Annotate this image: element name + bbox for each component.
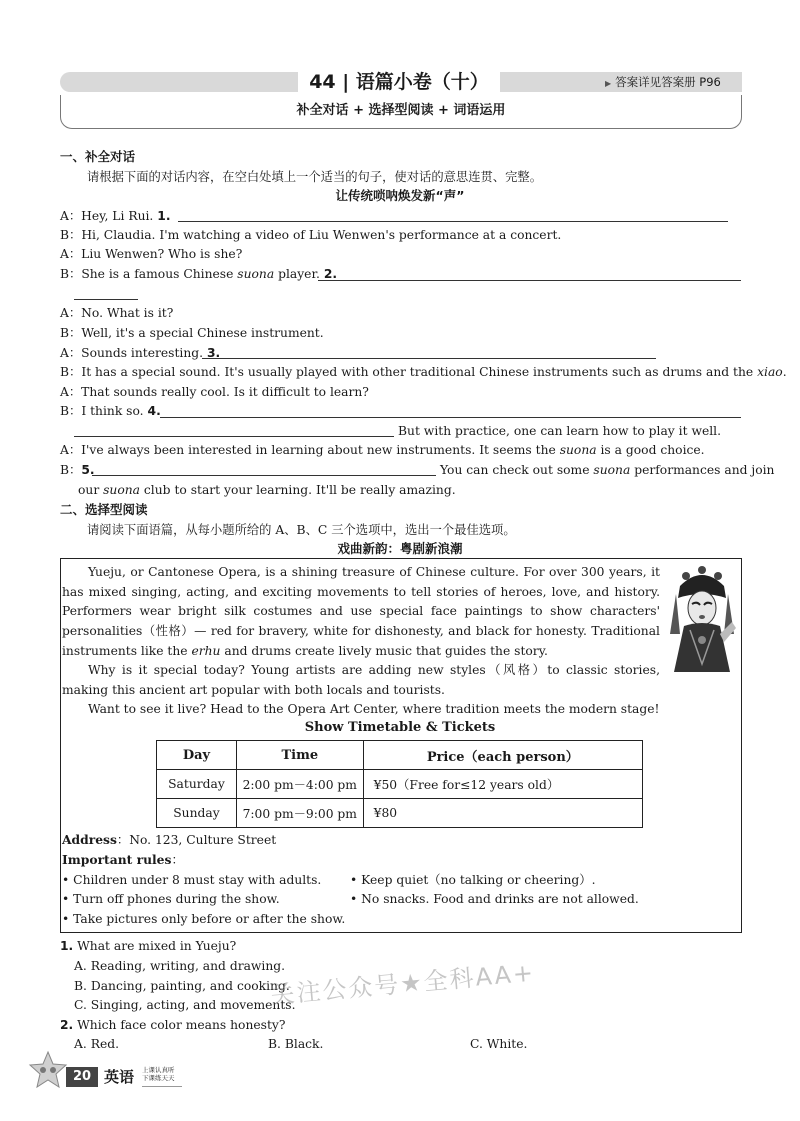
dialogue-line-2: B：Hi, Claudia. I'm watching a video of Liu Wenwen's performance at a concert. [60,228,562,242]
triangle-icon: ▶ [605,79,612,88]
rule-item: • Turn off phones during the show. [62,892,280,906]
blank-5[interactable] [92,475,436,476]
page-number: 20 [66,1067,98,1087]
dialogue-line-7: A：Sounds interesting. 3. [60,346,221,360]
question-1-option-a[interactable]: A. Reading, writing, and drawing. [74,959,286,973]
passage-paragraph-3: Want to see it live? Head to the Opera Art Center, where tradition meets the modern stage! [88,702,660,716]
question-1-option-b[interactable]: B. Dancing, painting, and cooking. [74,979,290,993]
dialogue-line-14: our suona club to start your learning. It'll be really amazing. [78,483,456,497]
section1-heading: 一、补全对话 [60,149,136,164]
dialogue-line-5: A：No. What is it? [60,306,174,320]
section2-instruction: 请阅读下面语篇，从每小题所给的 A、B、C 三个选项中，选出一个最佳选项。 [87,523,516,537]
dialogue-line-9: A：That sounds really cool. Is it difficult to learn? [60,385,369,399]
dialogue-line-8: B：It has a special sound. It's usually played with other traditional Chinese instruments such as drums and the xiao. [60,365,787,379]
address-line: Address：No. 123, Culture Street [62,832,277,847]
passage-paragraph-2: Why is it special today? Young artists are adding new styles（风格）to classic stories, making this ancient art popular with both locals and tourists. [62,663,660,697]
table-header-day: Day [157,741,237,770]
dialogue-line-11: But with practice, one can learn how to play it well. [398,424,722,438]
passage-title: 戏曲新韵：粤剧新浪潮 [337,541,463,556]
dialogue-line-4: B：She is a famous Chinese suona player. 2. [60,267,338,281]
page-title: 44 | 语篇小卷（十） [298,64,500,100]
question-2-option-c[interactable]: C. White. [470,1037,528,1051]
table-header-time: Time [236,741,363,770]
blank-4a[interactable] [160,417,741,418]
dialogue-line-13-tail: You can check out some suona performances and join [440,463,775,477]
table-header-row [157,741,643,770]
question-1: 1. What are mixed in Yueju? [60,939,237,953]
question-1-option-c[interactable]: C. Singing, acting, and movements. [74,998,296,1012]
question-2-option-b[interactable]: B. Black. [268,1037,324,1051]
blank-3[interactable] [202,358,656,359]
footer-rule [142,1086,182,1087]
passage-paragraph-1: Yueju, or Cantonese Opera, is a shining treasure of Chinese culture. For over 300 years, it has mixed singing, acting, and exciting movements to tell stories of heroes, love, and history. Performers wear bright silk costumes and use special face paintings to show characters' personalities（性格）— red for bravery, white for dishonesty, and black for honesty. Traditional instruments like the erhu and drums create lively music that guides the story. [62,565,660,658]
rule-item: • Keep quiet（no talking or cheering）. [350,873,596,887]
dialogue-title: 让传统唢呐焕发新“声” [335,188,465,203]
table-row [157,770,643,799]
table-cell: Saturday [157,770,237,799]
table-cell: 2:00 pm－4:00 pm [236,770,363,799]
footer-motto: 上课认真听 下课练天天 [142,1066,175,1082]
rule-item: • Take pictures only before or after the show. [62,912,346,926]
dialogue-line-13: B：5. [60,463,95,477]
blank-2b[interactable] [74,299,138,300]
dialogue-line-1: A：Hey, Li Rui. 1. [60,209,171,223]
section2-heading: 二、选择型阅读 [60,502,148,517]
table-row [157,799,643,828]
watermark-text: 关注公众号★全科AA+ [269,958,537,1010]
table-header-price: Price（each person） [363,741,642,770]
blank-2a[interactable] [318,280,741,281]
table-cell: Sunday [157,799,237,828]
blank-1[interactable] [178,221,728,222]
rule-item: • Children under 8 must stay with adults. [62,873,322,887]
star-badge-icon [28,1050,68,1090]
table-cell: ¥50（Free for≤12 years old） [363,770,642,799]
subject-label: 英语 [104,1068,135,1086]
answer-reference: ▶ 答案详见答案册 P96 [605,75,721,89]
page-subtitle: 补全对话 + 选择型阅读 + 词语运用 [60,95,742,129]
table-cell: ¥80 [363,799,642,828]
section1-instruction: 请根据下面的对话内容，在空白处填上一个适当的句子，使对话的意思连贯、完整。 [87,170,542,184]
dialogue-line-6: B：Well, it's a special Chinese instrument. [60,326,324,340]
question-2-option-a[interactable]: A. Red. [74,1037,120,1051]
question-2: 2. Which face color means honesty? [60,1018,286,1032]
dialogue-line-3: A：Liu Wenwen? Who is she? [60,247,243,261]
blank-4b[interactable] [74,436,394,437]
timetable [156,740,643,828]
opera-performer-illustration [666,564,738,674]
dialogue-line-12: A：I've always been interested in learning about new instruments. It seems the suona is a good choice. [60,443,705,457]
table-title: Show Timetable & Tickets [304,720,496,735]
rules-heading: Important rules： [62,852,184,867]
rule-item: • No snacks. Food and drinks are not allowed. [350,892,639,906]
dialogue-line-10: B：I think so. 4. [60,404,161,418]
table-cell: 7:00 pm－9:00 pm [236,799,363,828]
